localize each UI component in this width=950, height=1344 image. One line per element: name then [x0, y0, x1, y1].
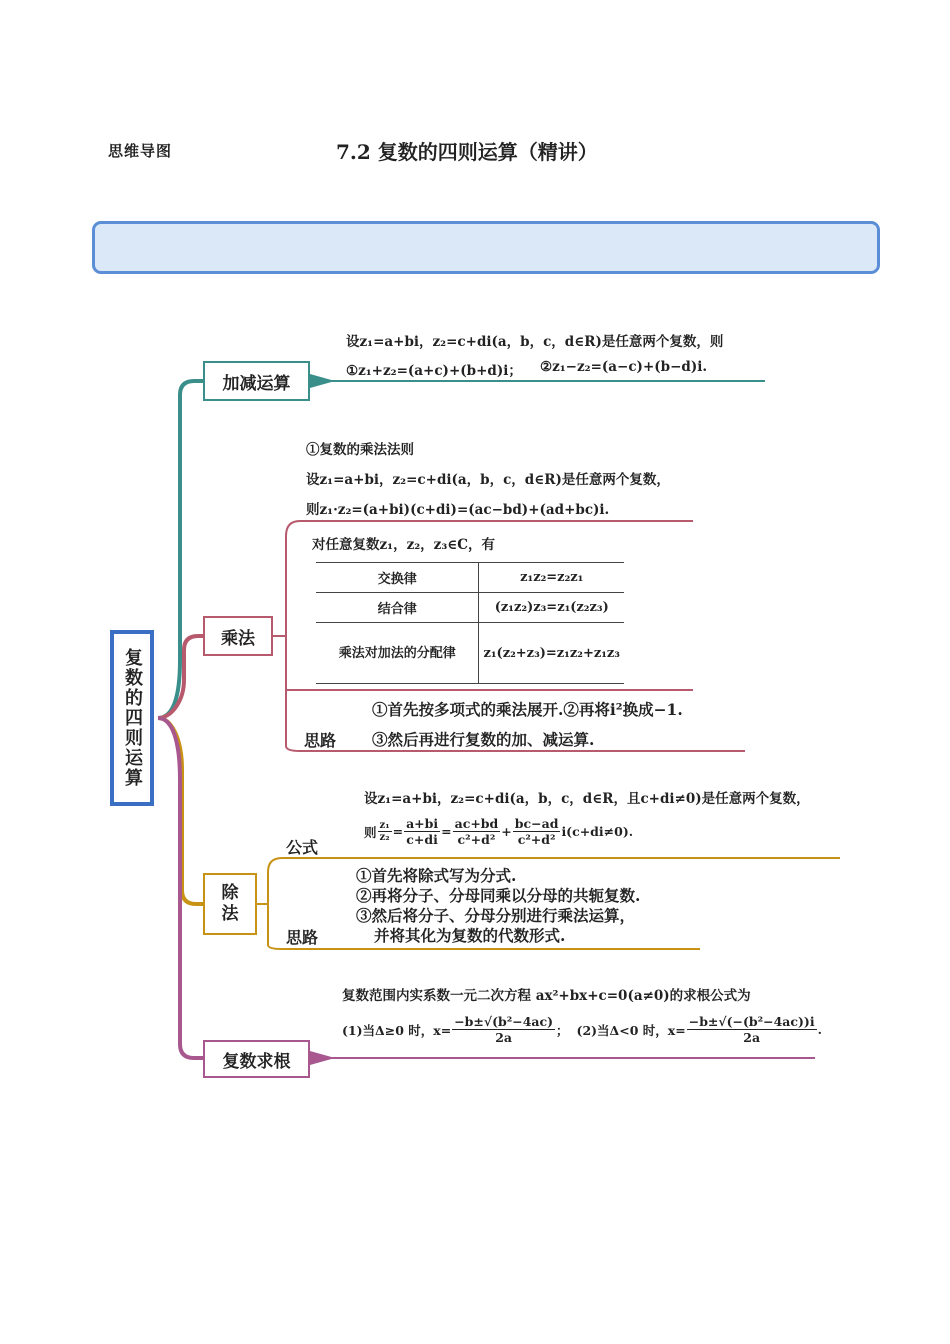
mul-rule-line1: 设z₁=a+bi，z₂=c+di(a，b，c，d∈R)是任意两个复数， [306, 472, 670, 488]
div-idea-line1: ①首先将除式写为分式. [356, 866, 517, 885]
root-case2-end: . [817, 1022, 822, 1037]
frac-denominator: c²+d² [457, 832, 496, 847]
root-case1-prefix: (1)当Δ≥0 时，x= [342, 1022, 452, 1038]
branch-add-subtract: 加减运算 [203, 361, 310, 401]
frac-numerator: z₁ [379, 820, 390, 831]
frac-numerator: −b±√(−(b²−4ac))i [688, 1014, 815, 1029]
arrow-root [310, 1051, 335, 1065]
header-category: 思维导图 [108, 142, 173, 160]
mul-idea-line2: ③然后再进行复数的加、减运算. [372, 730, 595, 749]
root-node [110, 630, 154, 806]
mul-idea-line1: ①首先按多项式的乘法展开.②再将i²换成−1. [372, 700, 683, 719]
div-idea-line4: 并将其化为复数的代数形式. [374, 926, 566, 945]
laws-table [316, 562, 624, 684]
add-line1: 设z₁=a+bi，z₂=c+di(a，b，c，d∈R)是任意两个复数，则 [346, 334, 724, 350]
mul-idea-label: 思路 [304, 731, 337, 750]
connector-add [158, 381, 203, 718]
div-frac-2 [453, 816, 501, 847]
div-formula-then: 则 [364, 824, 377, 840]
div-idea-label: 思路 [286, 928, 319, 947]
root-label: 复数的四则运算 [122, 648, 143, 788]
law-name: 乘法对加法的分配律 [316, 623, 479, 684]
mul-rule-title: ①复数的乘法法则 [306, 442, 414, 458]
add-line2b: ②z₁−z₂=(a−c)+(b−d)i. [540, 359, 708, 375]
frac-numerator: bc−ad [514, 816, 559, 831]
branch-complex-roots: 复数求根 [203, 1040, 310, 1078]
law-formula: z₁z₂=z₂z₁ [479, 563, 624, 593]
mul-laws-intro: 对任意复数z₁，z₂，z₃∈C，有 [312, 537, 495, 553]
frac-denominator: 2a [743, 1030, 761, 1045]
root-case1-frac [452, 1014, 555, 1045]
div-idea-line3: ③然后将分子、分母分别进行乘法运算， [356, 906, 636, 925]
table-row [316, 563, 624, 593]
root-case1-sep: ； [556, 1022, 569, 1038]
law-formula: (z₁z₂)z₃=z₁(z₂z₃) [479, 593, 624, 623]
branch-division [203, 873, 257, 935]
table-row [316, 593, 624, 623]
root-case2-frac [687, 1014, 817, 1045]
law-name: 交换律 [316, 563, 479, 593]
add-line2a: ①z₁+z₂=(a+c)+(b+d)i； [346, 363, 522, 379]
root-intro: 复数范围内实系数一元二次方程 ax²+bx+c=0(a≠0)的求根公式为 [342, 988, 751, 1004]
div-formula-tail: i(c+di≠0). [561, 824, 634, 839]
frac-denominator: c+di [406, 832, 438, 847]
root-case2-prefix: (2)当Δ<0 时，x= [576, 1022, 686, 1038]
div-frac-1 [404, 816, 440, 847]
page-title: 7.2 复数的四则运算（精讲） [336, 140, 598, 164]
frac-denominator: 2a [495, 1030, 512, 1045]
div-formula: 则 $\frac{\text{z₁}}{\text{z₂}}$ = $\frac{a+bi}{c+di}$ = $\frac{ac+bd}{\text{c²+d²}}$ + $\frac{bc-ad}{\text{c²+d²}}$ i(c+di≠0). [364, 816, 634, 847]
connector-root [158, 718, 203, 1058]
law-formula: z₁(z₂+z₃)=z₁z₂+z₁z₃ [479, 623, 624, 684]
frac-numerator: ac+bd [454, 816, 499, 831]
mul-rule-line2: 则z₁·z₂=(a+bi)(c+di)=(ac−bd)+(ad+bc)i. [306, 502, 610, 518]
law-name: 结合律 [316, 593, 479, 623]
frac-denominator: c²+d² [517, 832, 556, 847]
root-formula [342, 1014, 822, 1045]
div-idea-block [356, 866, 640, 946]
frac-numerator: a+bi [406, 816, 439, 831]
div-frac-3 [513, 816, 561, 847]
div-idea-line2: ②再将分子、分母同乘以分母的共轭复数. [356, 886, 641, 905]
arrow-add [310, 374, 335, 388]
frac-denominator: z₂ [379, 832, 390, 843]
div-formula-label: 公式 [286, 838, 319, 857]
div-label-top: 除 [221, 883, 239, 903]
div-formula-intro: 设z₁=a+bi，z₂=c+di(a，b，c，d∈R，且c+di≠0)是任意两个复数， [364, 791, 810, 807]
div-label-bottom: 法 [221, 904, 239, 924]
div-frac-z [378, 820, 392, 843]
frac-numerator: −b±√(b²−4ac) [454, 1014, 554, 1029]
branch-multiplication: 乘法 [203, 616, 273, 656]
table-row [316, 623, 624, 684]
